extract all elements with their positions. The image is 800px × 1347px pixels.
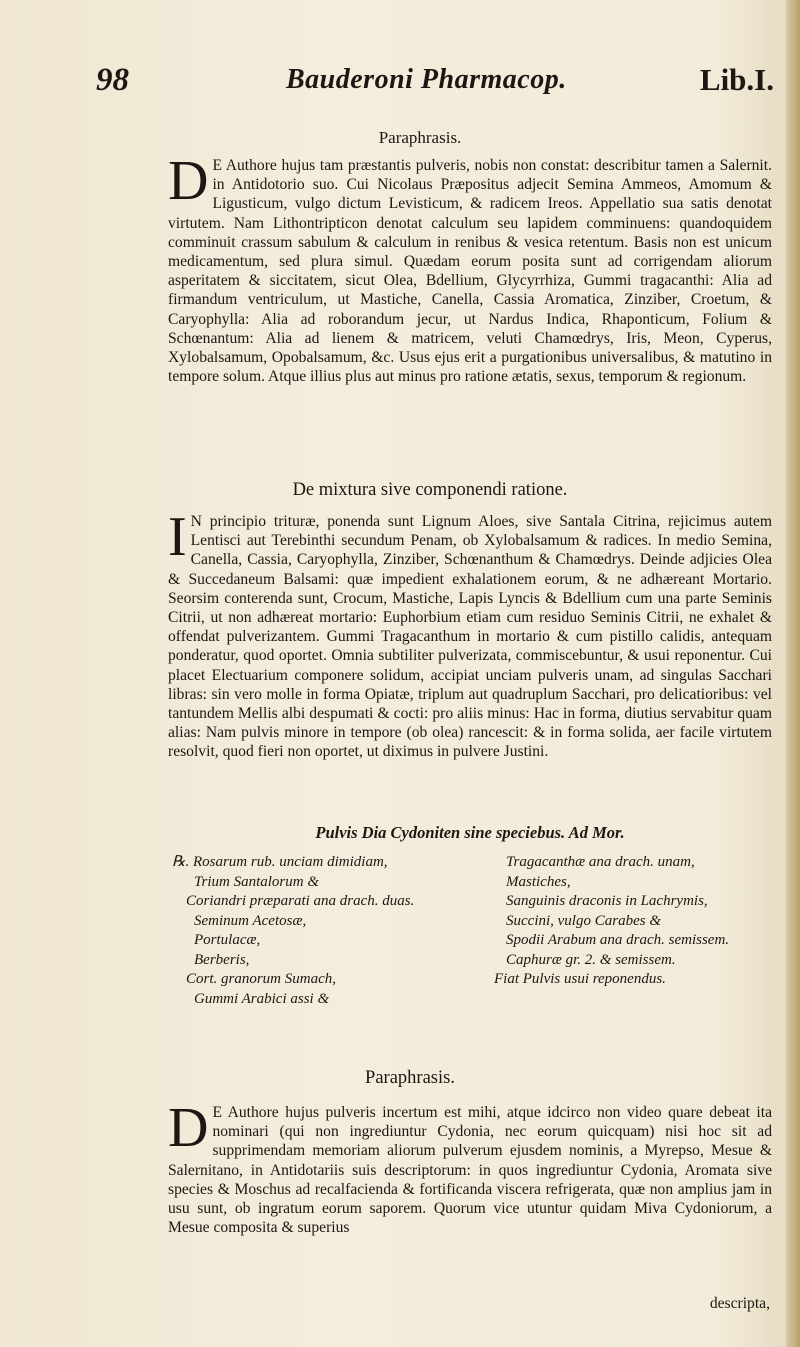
ingredient-line: Cort. granorum Sumach,	[186, 971, 337, 987]
paragraph-text: E Authore hujus tam præstantis pulveris, nobis non constat: describitur tamen a Salernit. in Antidotorio suo. Cui Nicolaus Præpositus adjecit Semina Ammeos, Amomum & Ligusticum, vulgo dictum Levisticum, & radicem Ireos. Appellatio sua satis denotat virtutem. Nam Lithontripticon denotat calculum seu lapidem comminuens: quandoquidem comminuit crassum sabulum & calculum in renibus & vesica retentum. Basis non est unicum medicamentum, sed plura simul. Quædam eorum posita sunt ad corrigendam aliorum asperitatem & siccitatem, sicut Olea, Bdellium, Glycyrrhiza, Gummi tragacanthi: Alia ad firmandum ventriculum, ut Mastiche, Canella, Cassia Aromatica, Zinziber, Croetum, & Caryophylla: Alia ad roborandum jecur, ut Nardus Indica, Rhaponticum, Folium & Schœnantum: Alia ad lienem & matricem, veluti Chamœdrys, Iris, Meon, Cyperus, Xylobalsamum, Opobalsamum, &c. Usus ejus erit a purgationibus universalibus, & matutino in tempore solum. Atque illius plus aut minus pro ratione ætatis, sexus, temporum & regionum.	[168, 157, 772, 386]
ingredient-line: Gummi Arabici assi &	[194, 990, 330, 1007]
page-header	[96, 62, 774, 108]
ingredient-line: Succini, vulgo Carabes &	[506, 912, 661, 929]
ingredient-line: Trium Santalorum &	[194, 873, 320, 890]
recipe-ingredients-right	[494, 853, 776, 990]
recipe-title: Pulvis Dia Cydoniten sine speciebus. Ad Mor.	[315, 823, 625, 842]
drop-cap: D	[168, 150, 209, 212]
drop-cap: D	[168, 1097, 209, 1159]
paragraph-text: E Authore hujus pulveris incertum est mihi, atque idcirco non video quare debeat ita nominari (qui non ingrediuntur Cydonia, nec eorum quicquam) nisi hoc sit ad supprimendam memoriam aliorum pulverum ejusdem nominis, a Myrepso, Mesue & Salernitano, in Antidotariis suis descriptorum: in quos ingrediuntur Cydonia, Aromata sive species & Moschus ad recalfacienda & fortificanda viscera refrigerata, quæ non amplius jam in usu sunt, ob ingratum eorum saporem. Quorum vice utuntur quidam Miva Cydoniorum, a Mesue composita & superius	[168, 1104, 772, 1237]
paragraph-paraphrasis-2	[168, 1097, 772, 1237]
ingredient-line: Spodii Arabum ana drach. semissem.	[506, 932, 730, 948]
ingredient-line: ℞. Rosarum rub. unciam dimidiam,	[172, 854, 388, 870]
catchword: descripta,	[709, 1295, 770, 1312]
section-heading-mixtura: De mixtura sive componendi ratione.	[292, 480, 568, 500]
running-title: Bauderoni Pharmacop.	[286, 64, 567, 95]
page-number: 98	[96, 62, 129, 98]
paragraph-mixtura	[168, 506, 772, 762]
ingredient-line: Caphuræ gr. 2. & semissem.	[506, 951, 676, 968]
recipe-ingredients-left	[172, 853, 492, 1009]
ingredient-line: Coriandri præparati ana drach. duas.	[186, 893, 415, 909]
section-heading-paraphrasis: Paraphrasis.	[378, 128, 462, 147]
page-edge	[786, 0, 800, 1347]
ingredient-line: Mastiches,	[506, 873, 571, 890]
paragraph-paraphrasis	[168, 150, 772, 386]
section-heading-paraphrasis-2: Paraphrasis.	[365, 1068, 455, 1088]
ingredient-line: Sanguinis draconis in Lachrymis,	[506, 893, 708, 909]
drop-cap: I	[168, 506, 187, 568]
ingredient-line: Seminum Acetosæ,	[194, 912, 307, 929]
paragraph-text: N principio trituræ, ponenda sunt Lignum Aloes, sive Santala Citrina, rejicimus autem Lentisci aut Terebinthi secundum Penam, ob Xylobalsamum & radices. In medio Semina, Canella, Cassia, Caryophylla, Zinziber, Schœnanthum & Chamœdrys. Deinde adjicies Olea & Succedaneum Balsami: quæ impedient exhalationem eorum, & ne adhæreant Mortario. Seorsim conterenda sunt, Crocum, Mastiche, Lapis Lyncis & Bdellium cum una parte Seminis Citrii, ut non adhæreat mortario: Euphorbium etiam cum residuo Seminis Citrii, ne exhalet & offendat pulverizantem. Gummi Tragacanthum in mortario & cum pistillo calidis, antequam ponderatur, quod oportet. Omnia subtiliter pulverizata, commiscebuntur, & usui reponentur. Cui placet Electuarium componere solidum, accipiat unciam pulveris unam, ad singulas Sacchari libras: sin vero molle in forma Opiatæ, triplum aut quadruplum Sacchari, pro delicatioribus: vel tantundem Mellis albi despumati & cocti: pro aliis minus: Hac in forma, diutius servabitur quam alias: Nam pulvis minore in tempore (ob olea) rancescit: & in forma solida, aer facile virtutem resolvit, quod fieri non oportet, ut diximus in pulvere Justini.	[168, 513, 772, 761]
ingredient-line: Berberis,	[194, 951, 250, 968]
book-number: Lib.I.	[699, 62, 774, 97]
ingredient-line: Portulacæ,	[194, 932, 261, 948]
ingredient-line: Tragacanthæ ana drach. unam,	[506, 854, 695, 870]
ingredient-line: Fiat Pulvis usui reponendus.	[494, 971, 666, 987]
